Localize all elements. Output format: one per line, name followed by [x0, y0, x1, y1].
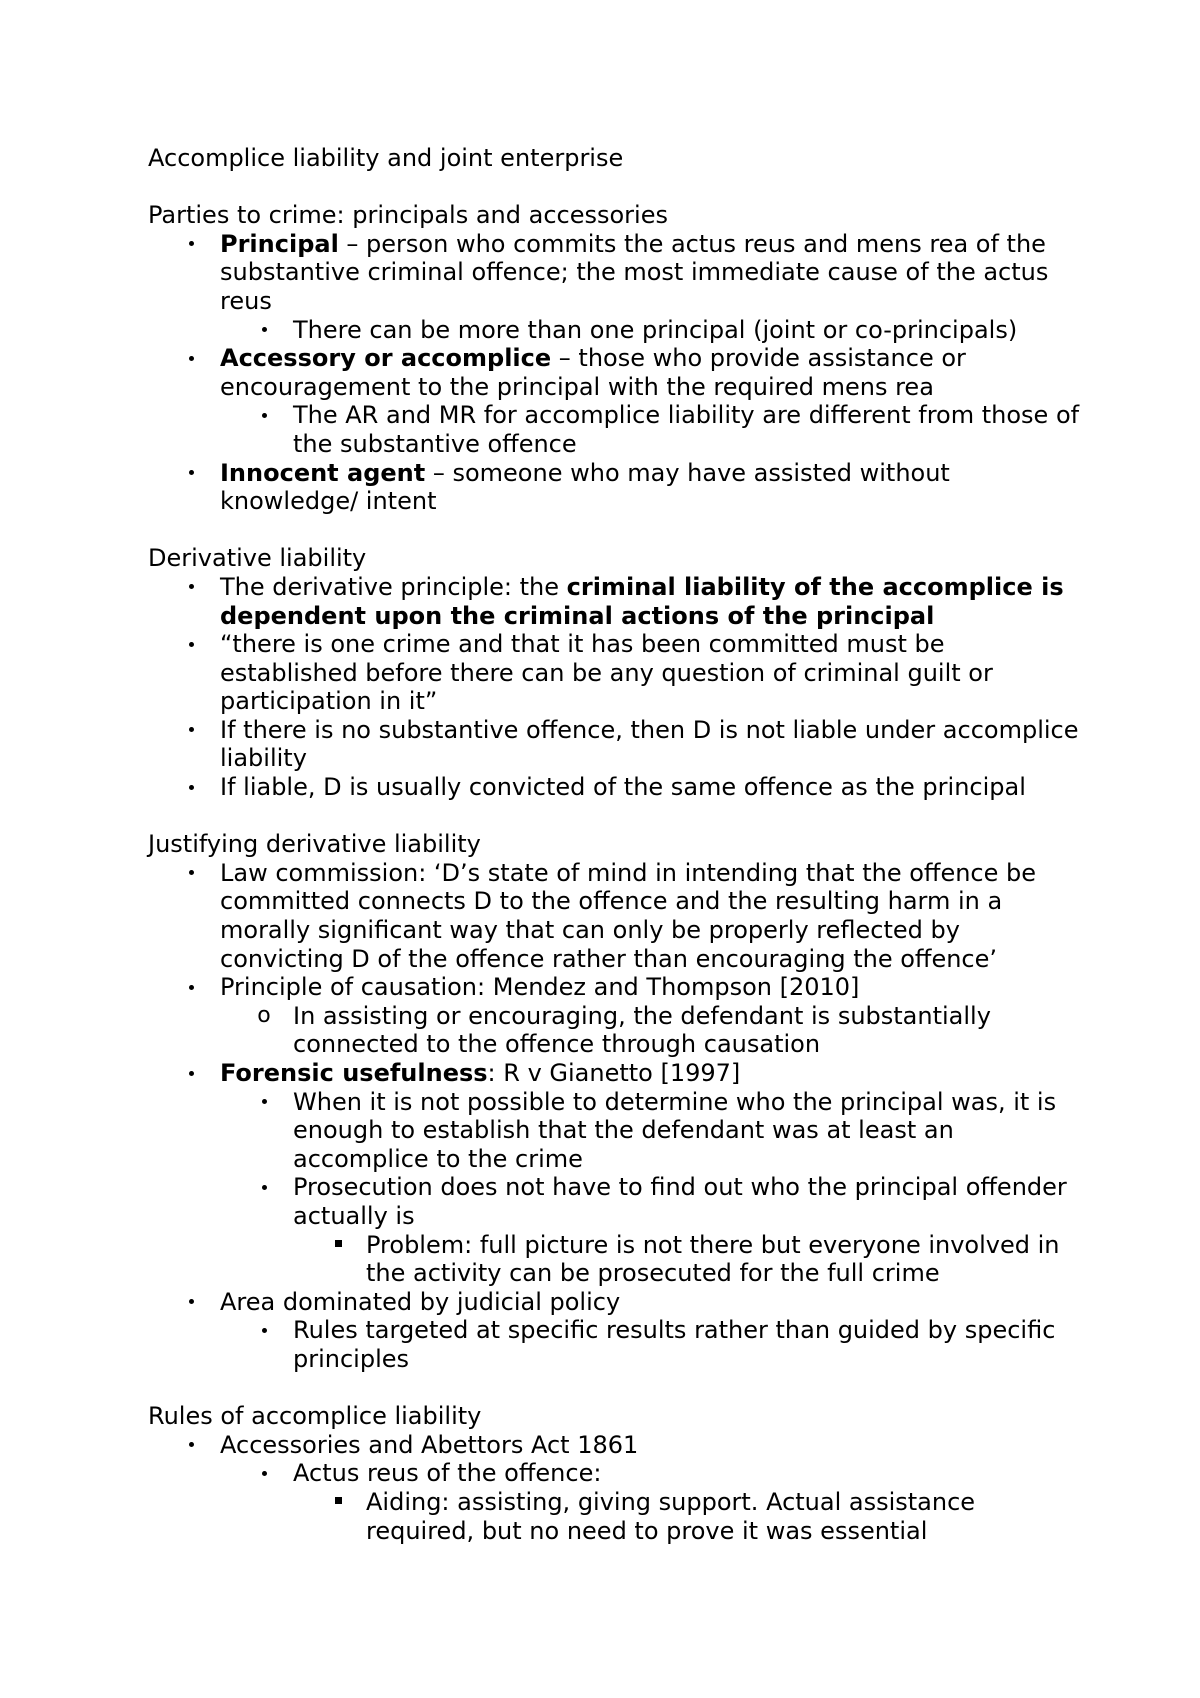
list-item-actus-reus	[148, 1459, 1088, 1488]
innocent-agent-definition: – someone who may have assisted without knowledge/ intent	[220, 458, 950, 516]
term-forensic: Forensic usefulness	[220, 1059, 488, 1087]
principal-sub-text: There can be more than one principal (joint or co-principals)	[293, 315, 1018, 344]
quote-text: “there is one crime and that it has been committed must be established before there can be any question of criminal guilt or participation in it”	[220, 630, 993, 716]
bullet-icon	[181, 859, 201, 888]
list-item-principal-sub	[148, 316, 1088, 345]
list-item-forensic-sub2-sub	[148, 1231, 1088, 1288]
principle-lead: The derivative principle: the	[220, 572, 567, 601]
act-text: Accessories and Abettors Act 1861	[220, 1430, 639, 1459]
list-item-forensic-sub2	[148, 1173, 1088, 1230]
term-innocent-agent: Innocent agent	[220, 458, 426, 487]
list-item-aiding	[148, 1488, 1088, 1545]
list-item-policy	[148, 1288, 1088, 1317]
list-item-accessory	[148, 344, 1088, 401]
bullet-icon	[254, 1316, 274, 1345]
bullet-icon	[181, 1059, 201, 1088]
spacer	[148, 802, 1088, 831]
accessory-sub-text: The AR and MR for accomplice liability are different from those of the substantive offence	[293, 401, 1080, 458]
list-item-forensic-sub1	[148, 1088, 1088, 1174]
causation-sub-text: In assisting or encouraging, the defendant is substantially connected to the offence through causation	[293, 1001, 991, 1059]
spacer	[148, 1374, 1088, 1403]
aiding-text: Aiding: assisting, giving support. Actual assistance required, but no need to prove it was essential	[366, 1487, 976, 1545]
if-liable-text: If liable, D is usually convicted of the same offence as the principal	[220, 773, 1026, 802]
list-item-causation-sub	[148, 1002, 1088, 1059]
actus-reus-text: Actus reus of the offence:	[293, 1459, 602, 1488]
list-item-policy-sub	[148, 1316, 1088, 1373]
list-item-accessory-sub	[148, 401, 1088, 458]
list-item-act	[148, 1431, 1088, 1460]
spacer	[148, 516, 1088, 545]
bullet-icon	[181, 1431, 201, 1460]
bullet-icon	[181, 344, 201, 373]
forensic-sub2-sub-text: Problem: full picture is not there but everyone involved in the activity can be prosecuted for the full crime	[366, 1230, 1060, 1288]
causation-text: Principle of causation: Mendez and Thompson [2010]	[220, 973, 860, 1002]
law-commission-text: Law commission: ‘D’s state of mind in intending that the offence be committed connects D to the offence and the resulting harm in a morally significant way that can only be properly reflected by convicting D of the offence rather than encouraging the offence’	[220, 858, 1037, 973]
square-bullet-icon	[328, 1488, 348, 1517]
square-bullet-icon	[328, 1231, 348, 1260]
document-page	[148, 144, 1088, 1545]
term-principal: Principal	[220, 229, 339, 258]
list-item-principal	[148, 230, 1088, 316]
bullet-icon	[254, 1173, 274, 1202]
bullet-icon	[254, 401, 274, 430]
section-heading-rules: Rules of accomplice liability	[148, 1402, 482, 1431]
bullet-icon	[181, 630, 201, 659]
bullet-icon	[181, 716, 201, 745]
policy-text: Area dominated by judicial policy	[220, 1287, 621, 1316]
accessory-definition: – those who provide assistance or encouragement to the principal with the required mens rea	[220, 344, 966, 401]
list-item-forensic	[148, 1059, 1088, 1088]
forensic-sub1-text: When it is not possible to determine who the principal was, it is enough to establish that the defendant was at least an accomplice to the crime	[293, 1087, 1057, 1173]
no-offence-text: If there is no substantive offence, then D is not liable under accomplice liability	[220, 715, 1079, 773]
principal-definition: – person who commits the actus reus and mens rea of the substantive criminal offence; the most immediate cause of the actus reus	[220, 229, 1049, 315]
list-item-no-offence	[148, 716, 1088, 773]
list-item-quote	[148, 630, 1088, 716]
term-accessory: Accessory or accomplice	[220, 344, 552, 373]
section-heading-parties: Parties to crime: principals and accessories	[148, 201, 668, 230]
list-item-causation	[148, 973, 1088, 1002]
bullet-icon	[181, 230, 201, 259]
forensic-text: : R v Gianetto [1997]	[487, 1059, 741, 1087]
bullet-icon	[181, 773, 201, 802]
list-item-if-liable	[148, 773, 1088, 802]
forensic-sub2-text: Prosecution does not have to find out who the principal offender actually is	[293, 1173, 1067, 1230]
section-heading-justifying: Justifying derivative liability	[148, 830, 481, 859]
circle-bullet-icon: o	[257, 1002, 271, 1028]
bullet-icon	[254, 316, 274, 345]
bullet-icon	[254, 1459, 274, 1488]
policy-sub-text: Rules targeted at specific results rather than guided by specific principles	[293, 1316, 1056, 1373]
bullet-icon	[254, 1088, 274, 1117]
principle-bold: criminal liability of the accomplice is dependent upon the criminal actions of the principal	[220, 572, 1064, 630]
list-item-derivative-principle	[148, 573, 1088, 630]
bullet-icon	[181, 573, 201, 602]
bullet-icon	[181, 973, 201, 1002]
bullet-icon	[181, 459, 201, 488]
section-heading-derivative: Derivative liability	[148, 544, 367, 573]
document-title: Accomplice liability and joint enterprise	[148, 144, 624, 172]
bullet-icon	[181, 1288, 201, 1317]
list-item-innocent-agent	[148, 459, 1088, 516]
spacer	[148, 173, 1088, 202]
list-item-law-commission	[148, 859, 1088, 973]
